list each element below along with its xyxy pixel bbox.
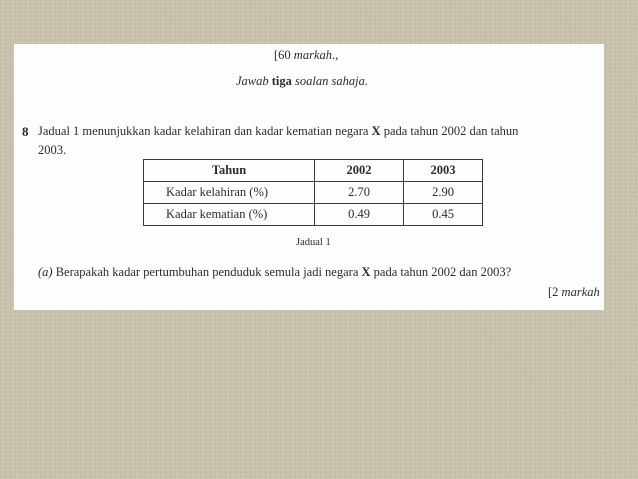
table-row (144, 182, 483, 204)
question-text-line2: 2003. (38, 143, 67, 157)
table-header-cell: 2002 (315, 160, 404, 182)
table-caption: Jadual 1 (296, 237, 331, 248)
question-number: 8 (22, 124, 29, 139)
table-row (144, 204, 483, 226)
table-header-cell: Tahun (144, 160, 315, 182)
table-row-label: Kadar kematian (%) (144, 204, 315, 226)
table-cell: 2.90 (404, 182, 483, 204)
table-header-row (144, 160, 483, 182)
data-table (143, 159, 483, 226)
table-cell: 2.70 (315, 182, 404, 204)
part-a-marks: [2 markah (548, 285, 600, 299)
exam-page (14, 44, 604, 310)
question-text-line1: Jadual 1 menunjukkan kadar kelahiran dan kadar kematian negara X pada tahun 2002 dan tahun (38, 124, 519, 138)
table-cell: 0.49 (315, 204, 404, 226)
section-marks: [60 markah., (274, 48, 339, 62)
section-instruction: Jawab tiga soalan sahaja. (236, 74, 368, 88)
table-header-cell: 2003 (404, 160, 483, 182)
table-row-label: Kadar kelahiran (%) (144, 182, 315, 204)
part-a-question: (a) Berapakah kadar pertumbuhan penduduk semula jadi negara X pada tahun 2002 dan 2003? (38, 265, 512, 279)
table-cell: 0.45 (404, 204, 483, 226)
